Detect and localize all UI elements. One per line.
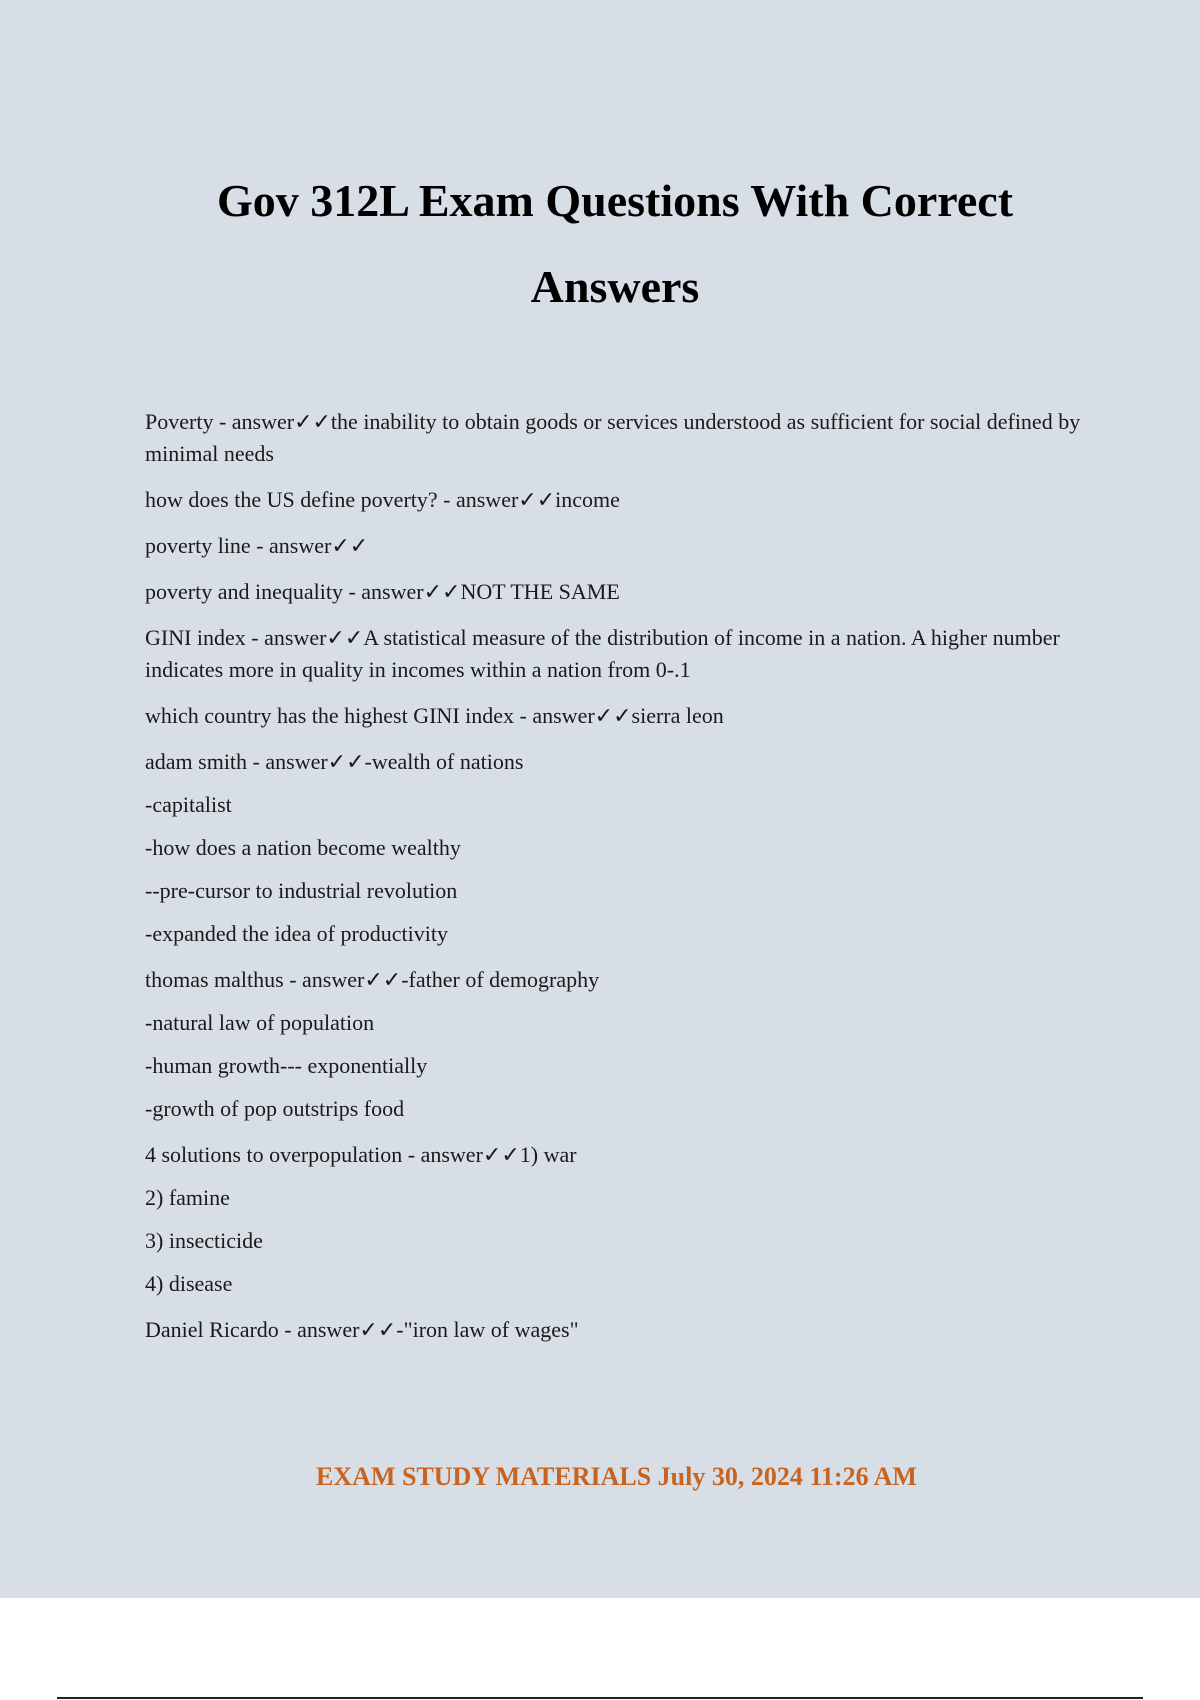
qa-item-adam-smith: adam smith - answer✓✓-wealth of nations bbox=[145, 749, 524, 774]
qa-item-daniel-ricardo: Daniel Ricardo - answer✓✓-"iron law of wages" bbox=[145, 1317, 579, 1342]
qa-line-natural-law: -natural law of population bbox=[145, 1010, 375, 1035]
qa-item-poverty-line: poverty line - answer✓✓ bbox=[145, 533, 369, 558]
page-divider bbox=[57, 1697, 1143, 1699]
qa-item-gini-index: GINI index - answer✓✓A statistical measure of the distribution of income in a nation. A higher number indicates more in quality in incomes within a nation from 0-.1 bbox=[145, 625, 1060, 682]
qa-line-human-growth: -human growth--- exponentially bbox=[145, 1053, 428, 1078]
qa-list bbox=[145, 406, 1085, 1360]
qa-line-pop-outstrips-food: -growth of pop outstrips food bbox=[145, 1096, 405, 1121]
qa-item-highest-gini: which country has the highest GINI index - answer✓✓sierra leon bbox=[145, 703, 724, 728]
qa-item-poverty-inequality: poverty and inequality - answer✓✓NOT THE SAME bbox=[145, 579, 620, 604]
qa-line-industrial-revolution: --pre-cursor to industrial revolution bbox=[145, 878, 458, 903]
qa-item-us-poverty-definition: how does the US define poverty? - answer✓✓income bbox=[145, 487, 620, 512]
qa-line-insecticide: 3) insecticide bbox=[145, 1228, 263, 1253]
qa-item-overpopulation-solutions: 4 solutions to overpopulation - answer✓✓1) war bbox=[145, 1142, 577, 1167]
document-title: Gov 312L Exam Questions With Correct Answers bbox=[216, 175, 1014, 312]
qa-line-capitalist: -capitalist bbox=[145, 792, 232, 817]
qa-line-famine: 2) famine bbox=[145, 1185, 230, 1210]
qa-line-nation-wealthy: -how does a nation become wealthy bbox=[145, 835, 461, 860]
qa-item-poverty: Poverty - answer✓✓the inability to obtain goods or services understood as sufficient for social defined by minimal needs bbox=[145, 409, 1081, 466]
qa-line-productivity: -expanded the idea of productivity bbox=[145, 921, 449, 946]
qa-line-disease: 4) disease bbox=[145, 1271, 233, 1296]
exam-materials-footer: EXAM STUDY MATERIALS July 30, 2024 11:26 AM bbox=[316, 1462, 917, 1491]
qa-item-thomas-malthus: thomas malthus - answer✓✓-father of demography bbox=[145, 967, 600, 992]
